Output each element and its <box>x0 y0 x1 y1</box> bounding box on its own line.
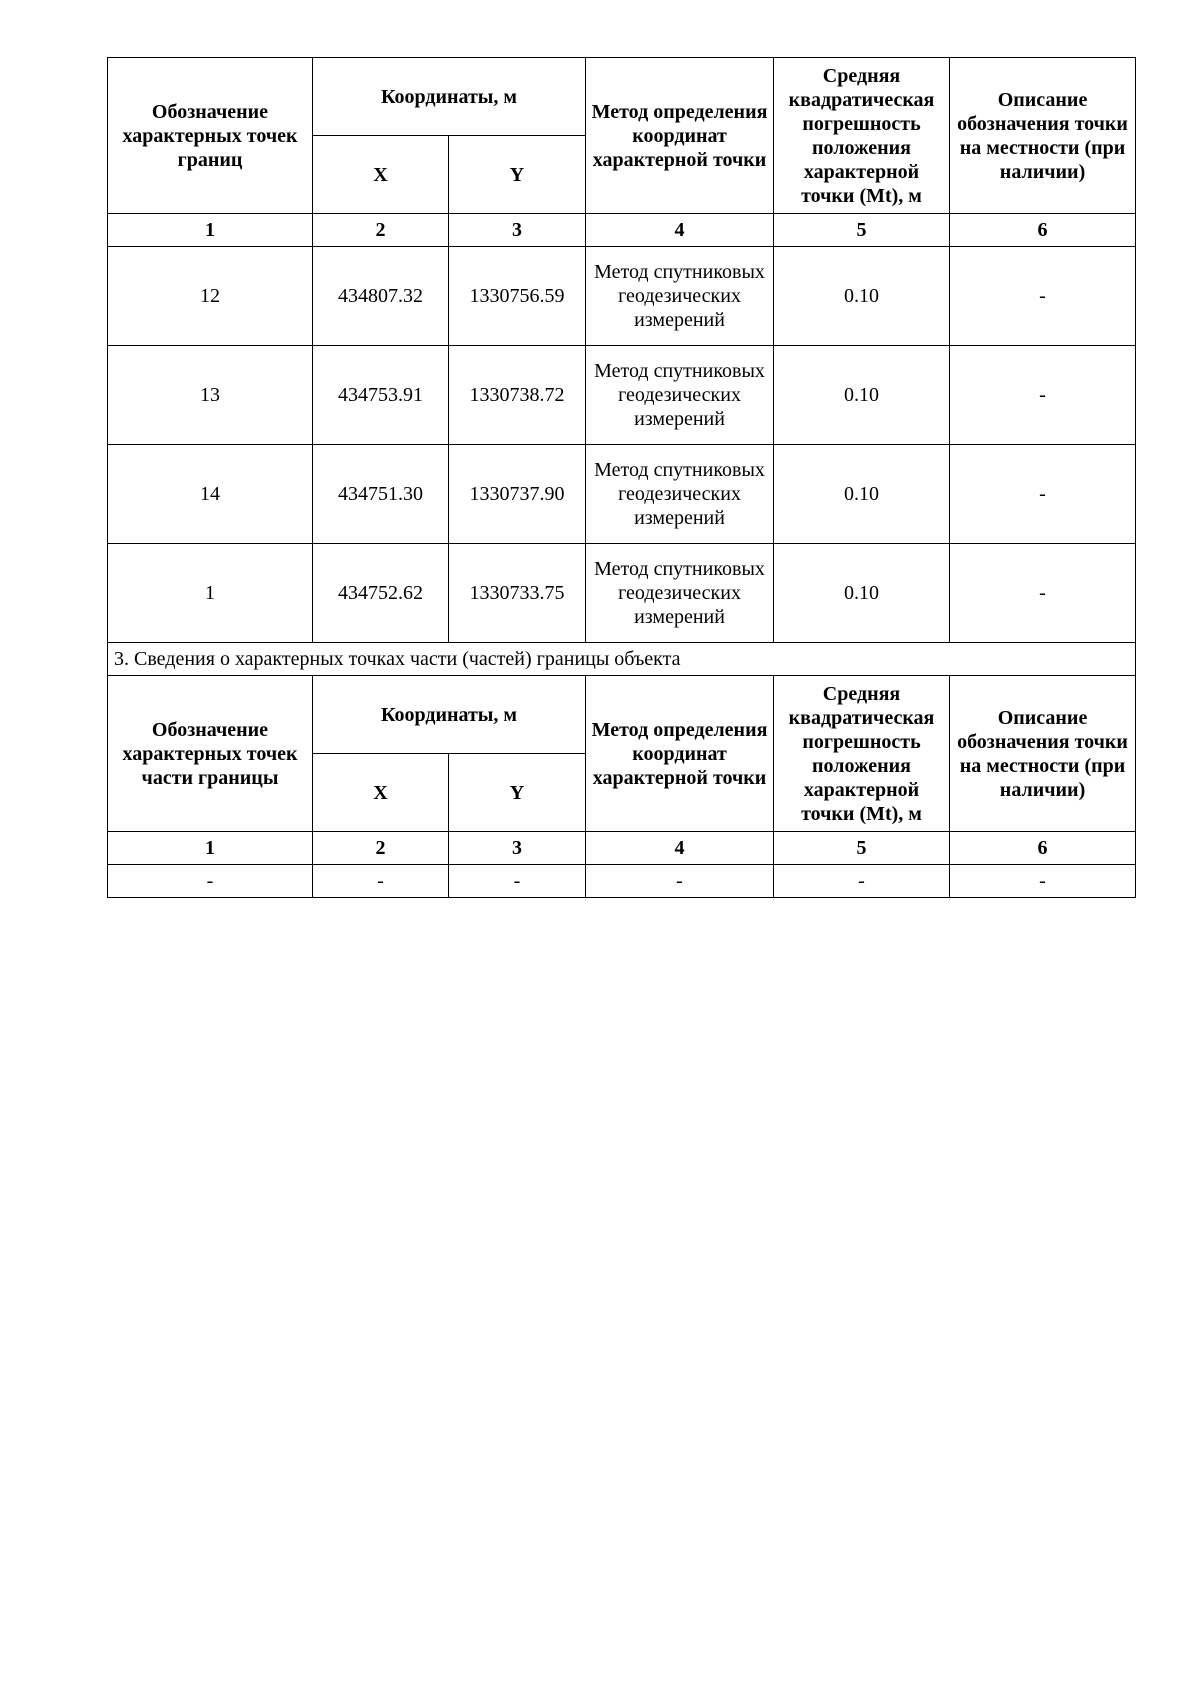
y-cell: 1330738.72 <box>449 346 586 445</box>
description-cell: - <box>950 247 1136 346</box>
mt-cell: 0.10 <box>774 247 950 346</box>
column-number: 2 <box>313 832 449 865</box>
empty-cell: - <box>586 865 774 898</box>
table2-header-y: Y <box>449 754 586 832</box>
empty-cell: - <box>449 865 586 898</box>
empty-cell: - <box>950 865 1136 898</box>
column-number: 3 <box>449 214 586 247</box>
table-row <box>108 445 1136 544</box>
column-number: 2 <box>313 214 449 247</box>
y-cell: 1330737.90 <box>449 445 586 544</box>
x-cell: 434751.30 <box>313 445 449 544</box>
column-number: 4 <box>586 214 774 247</box>
table1-header-description: Описание обозначения точки на местности (при наличии) <box>950 58 1136 214</box>
table-row <box>108 346 1136 445</box>
column-number: 5 <box>774 214 950 247</box>
table1-header-point: Обозначение характерных точек границ <box>108 58 313 214</box>
table1-header-y: Y <box>449 136 586 214</box>
point-cell: 12 <box>108 247 313 346</box>
column-number: 6 <box>950 832 1136 865</box>
description-cell: - <box>950 346 1136 445</box>
mt-cell: 0.10 <box>774 346 950 445</box>
table1-header-row-1 <box>108 58 1136 136</box>
empty-cell: - <box>774 865 950 898</box>
column-number: 4 <box>586 832 774 865</box>
column-number: 5 <box>774 832 950 865</box>
table2-header-row-1 <box>108 676 1136 754</box>
x-cell: 434807.32 <box>313 247 449 346</box>
table2-header-x: X <box>313 754 449 832</box>
empty-cell: - <box>108 865 313 898</box>
table2-header-error: Средняя квадратическая погрешность положения характерной точки (Mt), м <box>774 676 950 832</box>
table1-header-x: X <box>313 136 449 214</box>
table-row <box>108 247 1136 346</box>
method-cell: Метод спутниковых геодезических измерений <box>586 247 774 346</box>
table1-column-numbers <box>108 214 1136 247</box>
table2-header-point: Обозначение характерных точек части границы <box>108 676 313 832</box>
table2-column-numbers <box>108 832 1136 865</box>
point-cell: 1 <box>108 544 313 643</box>
table2-header-description: Описание обозначения точки на местности (при наличии) <box>950 676 1136 832</box>
mt-cell: 0.10 <box>774 445 950 544</box>
method-cell: Метод спутниковых геодезических измерений <box>586 445 774 544</box>
description-cell: - <box>950 445 1136 544</box>
x-cell: 434752.62 <box>313 544 449 643</box>
column-number: 1 <box>108 832 313 865</box>
table-row <box>108 544 1136 643</box>
table2-header-coords: Координаты, м <box>313 676 586 754</box>
x-cell: 434753.91 <box>313 346 449 445</box>
description-cell: - <box>950 544 1136 643</box>
section-3-title: 3. Сведения о характерных точках части (частей) границы объекта <box>108 643 1136 676</box>
method-cell: Метод спутниковых геодезических измерений <box>586 544 774 643</box>
table1-header-error: Средняя квадратическая погрешность положения характерной точки (Mt), м <box>774 58 950 214</box>
point-cell: 14 <box>108 445 313 544</box>
mt-cell: 0.10 <box>774 544 950 643</box>
table1-header-method: Метод определения координат характерной точки <box>586 58 774 214</box>
column-number: 3 <box>449 832 586 865</box>
boundary-points-table <box>107 57 1136 898</box>
y-cell: 1330756.59 <box>449 247 586 346</box>
point-cell: 13 <box>108 346 313 445</box>
document-page <box>107 57 1135 898</box>
y-cell: 1330733.75 <box>449 544 586 643</box>
method-cell: Метод спутниковых геодезических измерений <box>586 346 774 445</box>
empty-cell: - <box>313 865 449 898</box>
table-row <box>108 865 1136 898</box>
table1-header-coords: Координаты, м <box>313 58 586 136</box>
table2-header-method: Метод определения координат характерной точки <box>586 676 774 832</box>
column-number: 1 <box>108 214 313 247</box>
section-title-row <box>108 643 1136 676</box>
column-number: 6 <box>950 214 1136 247</box>
